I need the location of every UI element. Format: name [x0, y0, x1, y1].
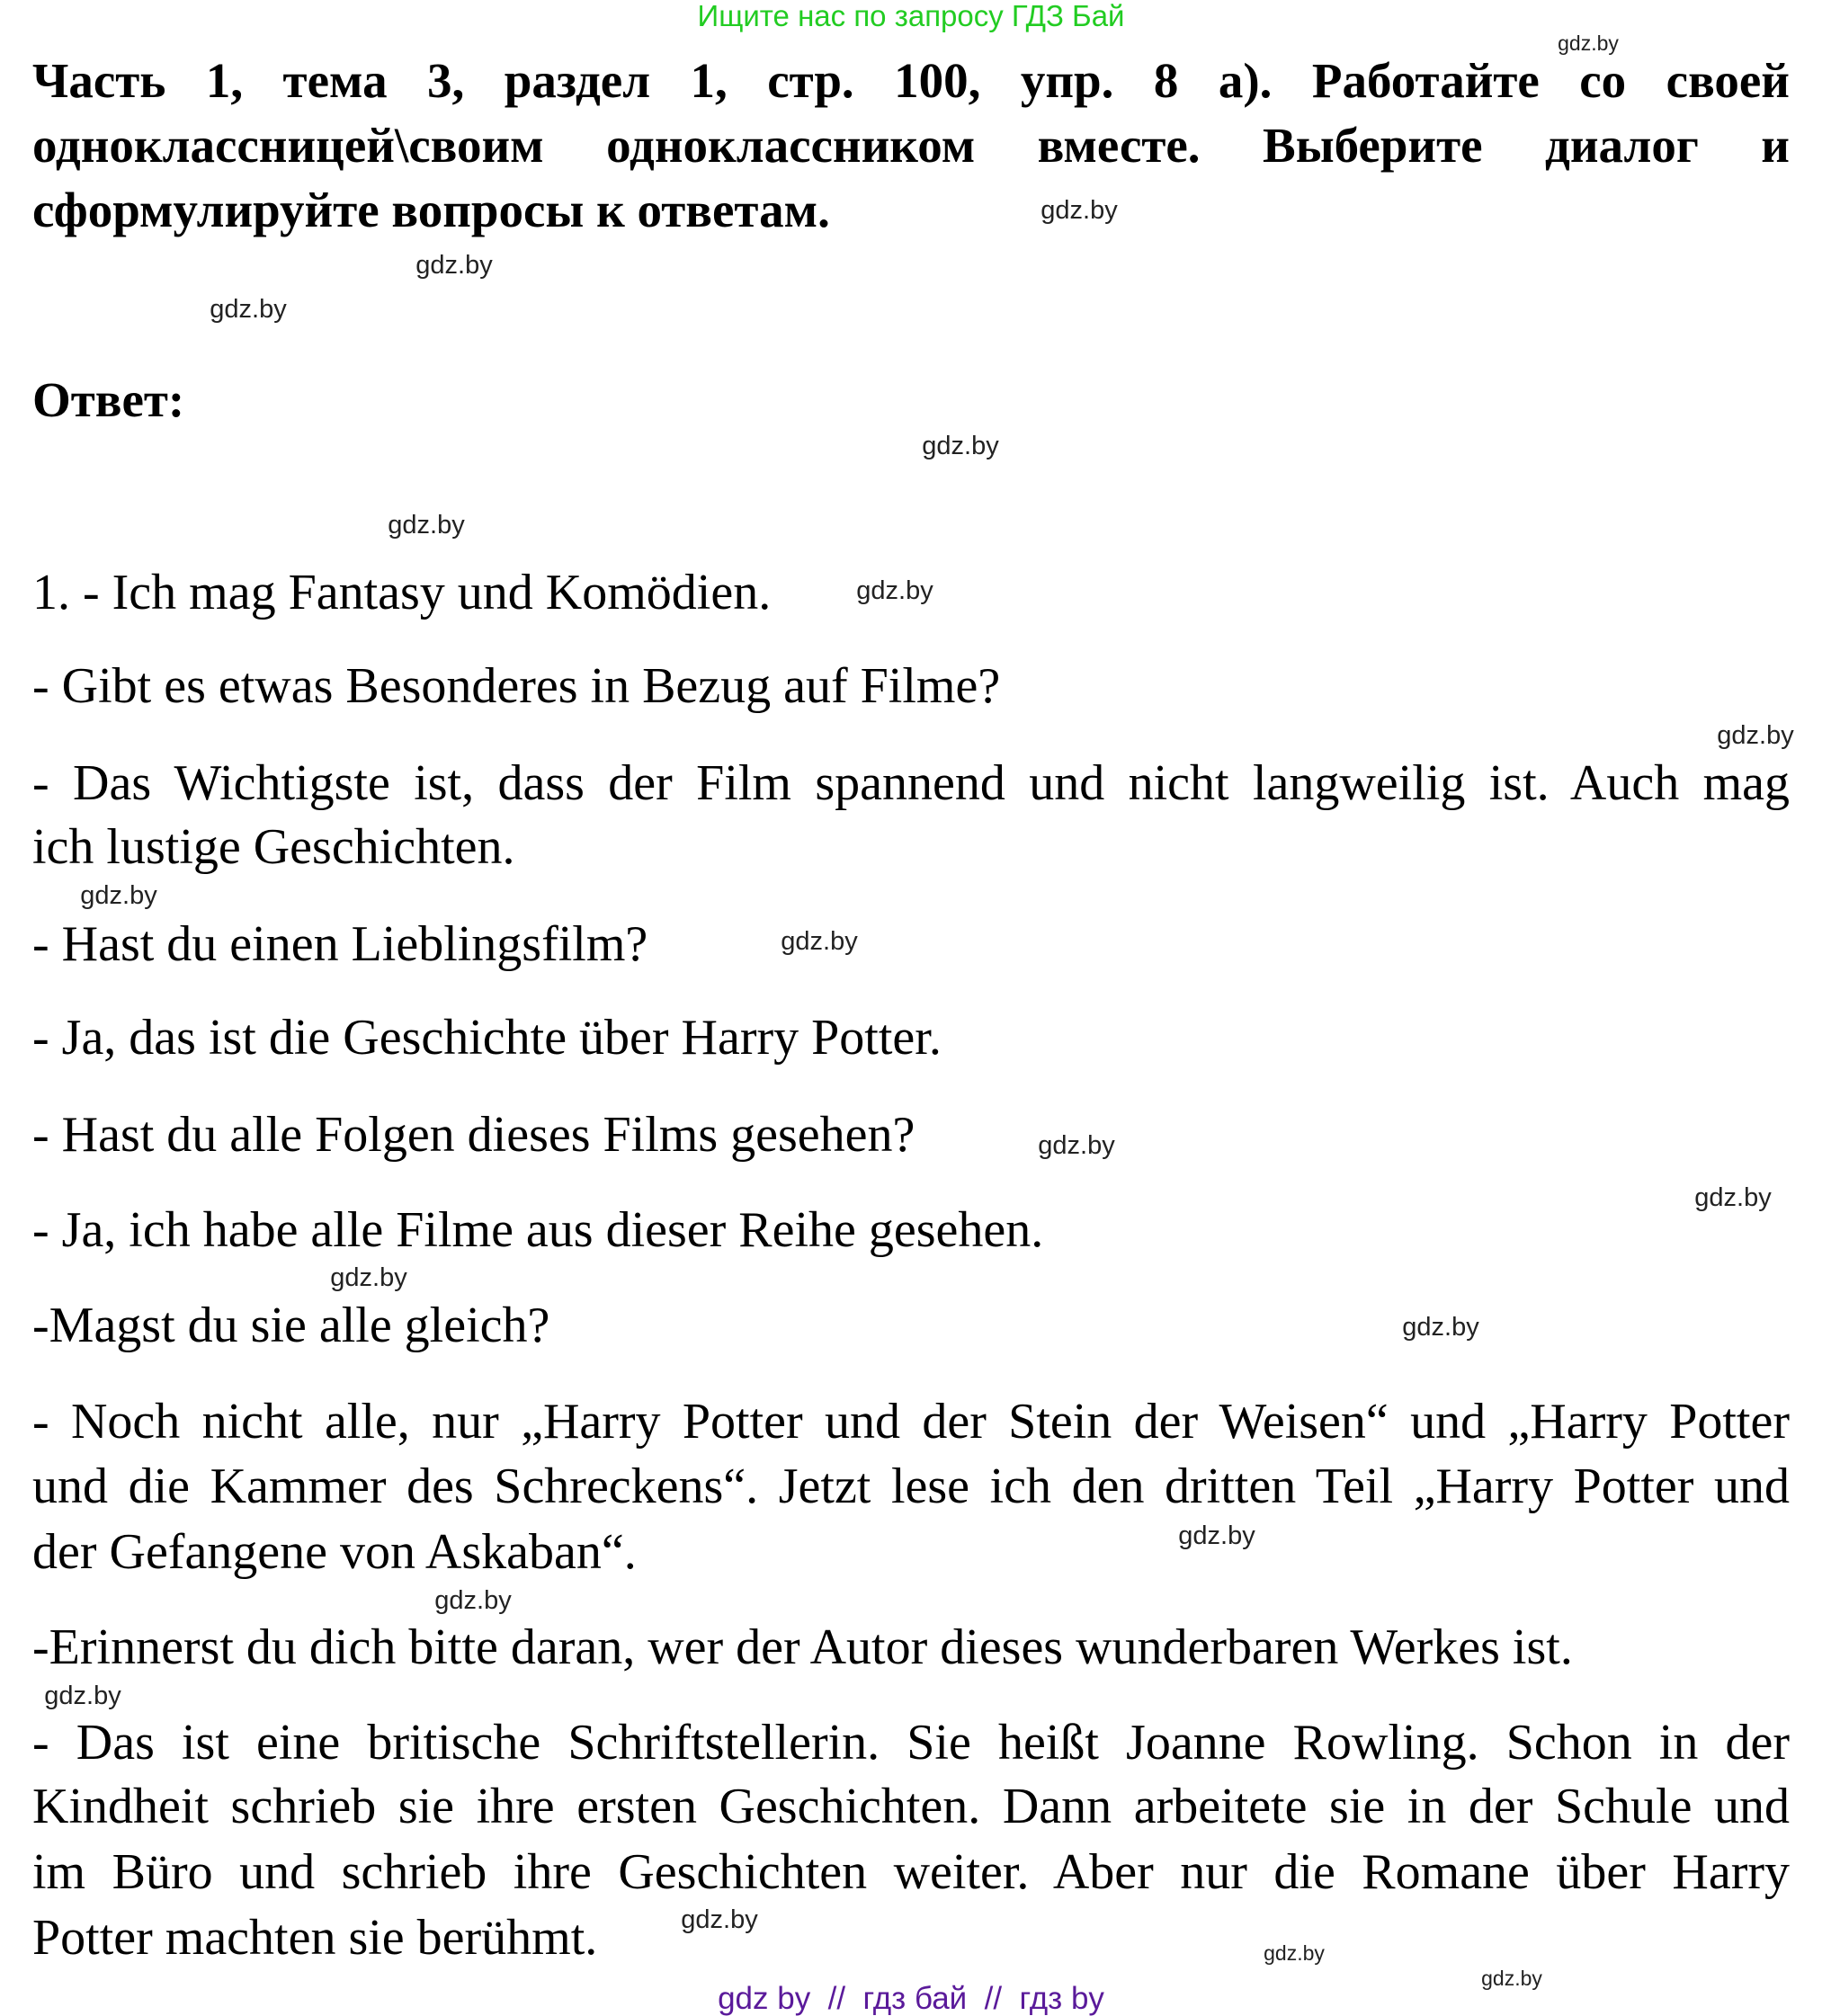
- watermark: gdz.by: [415, 251, 493, 280]
- watermark: gdz.by: [681, 1905, 758, 1934]
- answer-line: Potter machten sie berühmt.: [32, 1910, 598, 1966]
- answer-line: Kindheit schrieb sie ihre ersten Geschichten. Dann arbeitete sie in der Schule und: [32, 1779, 1790, 1834]
- task-title-line: сформулируйте вопросы к ответам.: [32, 183, 830, 237]
- answer-line: - Noch nicht alle, nur „Harry Potter und der Stein der Weisen“ und „Harry Potter: [32, 1394, 1790, 1450]
- watermark: gdz.by: [856, 576, 933, 605]
- task-title-line: Часть 1, тема 3, раздел 1, стр. 100, упр. 8 а). Работайте со своей: [32, 53, 1790, 108]
- answer-line: -Magst du sie alle gleich?: [32, 1298, 550, 1353]
- watermark: gdz.by: [1041, 196, 1118, 225]
- watermark: gdz.by: [1717, 721, 1794, 750]
- answer-line: - Das Wichtigste ist, dass der Film spannend und nicht langweilig ist. Auch mag: [32, 755, 1790, 811]
- watermark: gdz.by: [1038, 1131, 1115, 1160]
- watermark: gdz.by: [1481, 1967, 1542, 1990]
- answer-line: - Gibt es etwas Besonderes in Bezug auf Filme?: [32, 658, 1001, 714]
- answer-line: - Ja, das ist die Geschichte über Harry Potter.: [32, 1010, 942, 1066]
- answer-label: Ответ:: [32, 372, 185, 427]
- answer-line: - Hast du alle Folgen dieses Films gesehen?: [32, 1107, 915, 1163]
- watermark: gdz.by: [330, 1263, 407, 1292]
- watermark: gdz.by: [1558, 31, 1619, 55]
- watermark: gdz.by: [922, 432, 999, 460]
- watermark: gdz.by: [388, 511, 465, 540]
- watermark: gdz.by: [44, 1681, 121, 1710]
- task-title-line: одноклассницей\своим одноклассником вместе. Выберите диалог и: [32, 118, 1790, 173]
- watermark: gdz.by: [80, 881, 157, 910]
- search-hint-banner: Ищите нас по запросу ГДЗ Бай: [697, 0, 1125, 32]
- watermark: gdz.by: [781, 927, 858, 956]
- watermark: gdz.by: [210, 295, 287, 324]
- answer-line: -Erinnerst du dich bitte daran, wer der Autor dieses wunderbaren Werkes ist.: [32, 1619, 1573, 1675]
- answer-line: 1. - Ich mag Fantasy und Komödien.: [32, 565, 772, 620]
- answer-line: - Ja, ich habe alle Filme aus dieser Reihe gesehen.: [32, 1202, 1044, 1258]
- watermark: gdz.by: [434, 1586, 512, 1615]
- watermark: gdz.by: [1178, 1521, 1255, 1550]
- watermark: gdz.by: [1402, 1313, 1479, 1342]
- watermark: gdz.by: [1694, 1183, 1772, 1212]
- answer-line: und die Kammer des Schreckens“. Jetzt lese ich den dritten Teil „Harry Potter und: [32, 1458, 1790, 1514]
- watermark: gdz.by: [1264, 1941, 1325, 1965]
- answer-line: ich lustige Geschichten.: [32, 819, 515, 875]
- answer-line: - Das ist eine britische Schriftstellerin. Sie heißt Joanne Rowling. Schon in der: [32, 1715, 1790, 1771]
- footer-links[interactable]: gdz by // гдз бай // гдз by: [718, 1981, 1104, 2016]
- answer-line: im Büro und schrieb ihre Geschichten weiter. Aber nur die Romane über Harry: [32, 1844, 1790, 1900]
- answer-line: der Gefangene von Askaban“.: [32, 1524, 637, 1580]
- answer-line: - Hast du einen Lieblingsfilm?: [32, 916, 648, 972]
